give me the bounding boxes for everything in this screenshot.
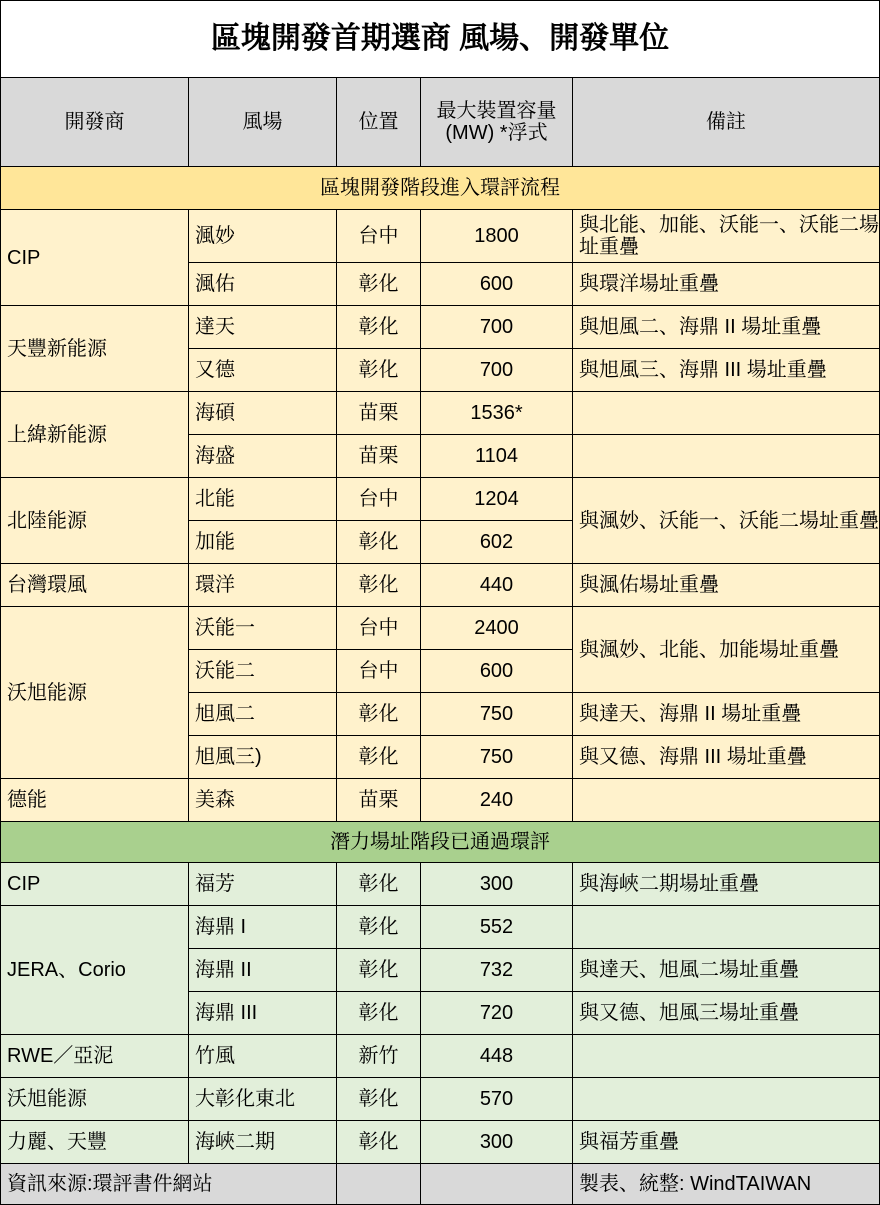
- table-row: [1, 906, 880, 949]
- developer-cell: 沃旭能源: [1, 1078, 189, 1121]
- capacity-cell: 700: [421, 306, 573, 349]
- note-cell: 與渢妙、北能、加能場址重疊: [573, 607, 880, 693]
- farm-cell: 沃能二: [189, 650, 337, 693]
- table-row: [1, 564, 880, 607]
- capacity-cell: 700: [421, 349, 573, 392]
- location-cell: 新竹: [337, 1035, 421, 1078]
- note-cell: 與旭風三、海鼎 III 場址重疊: [573, 349, 880, 392]
- table-row: [1, 779, 880, 822]
- location-cell: 台中: [337, 478, 421, 521]
- location-cell: 彰化: [337, 906, 421, 949]
- location-cell: 彰化: [337, 693, 421, 736]
- farm-cell: 達天: [189, 306, 337, 349]
- note-cell: 與渢妙、沃能一、沃能二場址重疊: [573, 478, 880, 564]
- note-cell: [573, 1078, 880, 1121]
- farm-cell: 渢妙: [189, 210, 337, 263]
- note-cell: [573, 779, 880, 822]
- farm-cell: 海鼎 III: [189, 992, 337, 1035]
- credit-note: 製表、統整: WindTAIWAN: [573, 1164, 880, 1205]
- farm-cell: 海盛: [189, 435, 337, 478]
- capacity-cell: 448: [421, 1035, 573, 1078]
- capacity-cell: 750: [421, 693, 573, 736]
- developer-cell: 沃旭能源: [1, 607, 189, 779]
- location-cell: 彰化: [337, 263, 421, 306]
- capacity-cell: 2400: [421, 607, 573, 650]
- header-location: 位置: [337, 78, 421, 167]
- footer-empty-cell: [421, 1164, 573, 1205]
- header-developer: 開發商: [1, 78, 189, 167]
- capacity-cell: 600: [421, 263, 573, 306]
- location-cell: 彰化: [337, 306, 421, 349]
- note-cell: 與旭風二、海鼎 II 場址重疊: [573, 306, 880, 349]
- developer-cell: 德能: [1, 779, 189, 822]
- table-row: [1, 863, 880, 906]
- note-cell: [573, 1035, 880, 1078]
- farm-cell: 美森: [189, 779, 337, 822]
- header-notes: 備註: [573, 78, 880, 167]
- header-capacity-line1: 最大裝置容量: [436, 100, 557, 122]
- farm-cell: 海峽二期: [189, 1121, 337, 1164]
- note-cell: 與達天、旭風二場址重疊: [573, 949, 880, 992]
- location-cell: 彰化: [337, 349, 421, 392]
- table-row: [1, 1078, 880, 1121]
- farm-cell: 旭風三): [189, 736, 337, 779]
- location-cell: 苗栗: [337, 435, 421, 478]
- capacity-cell: 552: [421, 906, 573, 949]
- farm-cell: 海鼎 I: [189, 906, 337, 949]
- capacity-cell: 720: [421, 992, 573, 1035]
- location-cell: 彰化: [337, 521, 421, 564]
- capacity-cell: 1800: [421, 210, 573, 263]
- location-cell: 彰化: [337, 863, 421, 906]
- header-row: [1, 78, 880, 167]
- developer-cell: 力麗、天豐: [1, 1121, 189, 1164]
- table-row: [1, 1121, 880, 1164]
- developer-cell: 北陸能源: [1, 478, 189, 564]
- location-cell: 彰化: [337, 1078, 421, 1121]
- location-cell: 台中: [337, 607, 421, 650]
- table-row: [1, 607, 880, 650]
- location-cell: 苗栗: [337, 779, 421, 822]
- location-cell: 彰化: [337, 564, 421, 607]
- section-header: [1, 822, 880, 863]
- capacity-cell: 300: [421, 863, 573, 906]
- section-title-eia: 區塊開發階段進入環評流程: [1, 167, 880, 210]
- developer-cell: CIP: [1, 210, 189, 306]
- farm-cell: 加能: [189, 521, 337, 564]
- header-capacity-line2: (MW) *浮式: [445, 122, 548, 144]
- table-row: [1, 306, 880, 349]
- capacity-cell: 602: [421, 521, 573, 564]
- footer-row: [1, 1164, 880, 1205]
- developer-cell: CIP: [1, 863, 189, 906]
- section-title-passed-eia: 潛力場址階段已通過環評: [1, 822, 880, 863]
- location-cell: 彰化: [337, 1121, 421, 1164]
- note-cell: 與又德、旭風三場址重疊: [573, 992, 880, 1035]
- header-capacity: [421, 78, 573, 167]
- note-cell: 與北能、加能、沃能一、沃能二場址重疊: [573, 210, 880, 263]
- note-cell: [573, 435, 880, 478]
- developer-cell: JERA、Corio: [1, 906, 189, 1035]
- farm-cell: 又德: [189, 349, 337, 392]
- farm-cell: 旭風二: [189, 693, 337, 736]
- capacity-cell: 600: [421, 650, 573, 693]
- location-cell: 苗栗: [337, 392, 421, 435]
- capacity-cell: 1104: [421, 435, 573, 478]
- note-cell: 與又德、海鼎 III 場址重疊: [573, 736, 880, 779]
- capacity-cell: 1204: [421, 478, 573, 521]
- footer-empty-cell: [337, 1164, 421, 1205]
- table-title: 區塊開發首期選商 風場、開發單位: [1, 1, 880, 78]
- note-cell: 與達天、海鼎 II 場址重疊: [573, 693, 880, 736]
- developer-cell: 台灣環風: [1, 564, 189, 607]
- capacity-cell: 240: [421, 779, 573, 822]
- note-cell: 與渢佑場址重疊: [573, 564, 880, 607]
- note-cell: [573, 906, 880, 949]
- table-row: [1, 210, 880, 263]
- developer-cell: 上緯新能源: [1, 392, 189, 478]
- farm-cell: 海碩: [189, 392, 337, 435]
- table-row: [1, 392, 880, 435]
- note-cell: 與海峽二期場址重疊: [573, 863, 880, 906]
- location-cell: 彰化: [337, 736, 421, 779]
- developer-cell: RWE／亞泥: [1, 1035, 189, 1078]
- capacity-cell: 732: [421, 949, 573, 992]
- note-cell: [573, 392, 880, 435]
- note-cell: 與福芳重疊: [573, 1121, 880, 1164]
- table-row: [1, 478, 880, 521]
- capacity-cell: 300: [421, 1121, 573, 1164]
- capacity-cell: 570: [421, 1078, 573, 1121]
- note-cell: 與環洋場址重疊: [573, 263, 880, 306]
- farm-cell: 海鼎 II: [189, 949, 337, 992]
- location-cell: 彰化: [337, 949, 421, 992]
- section-header: [1, 167, 880, 210]
- capacity-cell: 1536*: [421, 392, 573, 435]
- farm-cell: 大彰化東北: [189, 1078, 337, 1121]
- farm-cell: 竹風: [189, 1035, 337, 1078]
- developer-cell: 天豐新能源: [1, 306, 189, 392]
- farm-cell: 渢佑: [189, 263, 337, 306]
- location-cell: 台中: [337, 650, 421, 693]
- capacity-cell: 440: [421, 564, 573, 607]
- header-wind-farm: 風場: [189, 78, 337, 167]
- location-cell: 台中: [337, 210, 421, 263]
- location-cell: 彰化: [337, 992, 421, 1035]
- source-note: 資訊來源:環評書件網站: [1, 1164, 337, 1205]
- table-row: [1, 1035, 880, 1078]
- farm-cell: 沃能一: [189, 607, 337, 650]
- farm-cell: 福芳: [189, 863, 337, 906]
- farm-cell: 環洋: [189, 564, 337, 607]
- farm-cell: 北能: [189, 478, 337, 521]
- capacity-cell: 750: [421, 736, 573, 779]
